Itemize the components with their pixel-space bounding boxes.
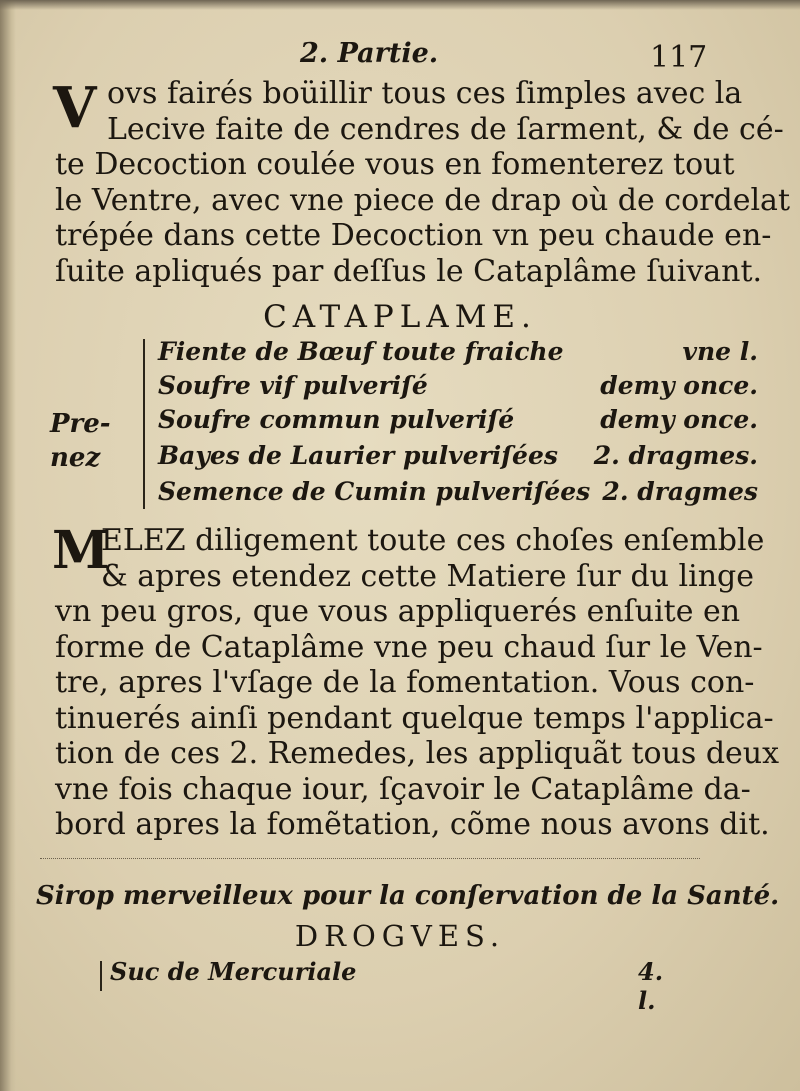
text-line: tion de ces 2. Remedes, les appliquãt tous deux <box>55 736 780 771</box>
dropcap-v: V <box>53 75 97 141</box>
page-header <box>0 38 800 78</box>
ingredient-row <box>158 405 758 439</box>
ingredient-name: Semence de Cumin pulveriſées <box>158 477 591 506</box>
bottom-ingredient-row <box>110 957 670 1015</box>
text-line: forme de Cataplâme vne peu chaud ſur le Ven- <box>55 629 763 665</box>
ingredient-qty: demy once. <box>600 371 758 400</box>
bracket-line <box>143 339 145 509</box>
paragraph-1 <box>53 75 790 289</box>
text-line: Lecive faite de cendres de ſarment, & de cé- <box>107 111 784 147</box>
text-line: le Ventre, avec vne piece de drap où de cordelat <box>55 182 790 218</box>
ingredient-qty: demy once. <box>600 405 758 434</box>
heading-cataplame: CATAPLAME. <box>263 299 537 335</box>
ingredient-name: Bayes de Laurier pulveriſées <box>158 441 558 470</box>
ingredient-row <box>158 371 758 405</box>
ingredient-qty: 2. dragmes <box>602 477 758 506</box>
dropcap-m: M <box>52 520 110 581</box>
ingredient-name: Soufre vif pulveriſé <box>158 371 428 400</box>
ingredient-row <box>158 337 758 371</box>
prenez-part: nez <box>50 443 101 473</box>
ingredient-row <box>158 441 758 475</box>
recipe-block <box>40 335 760 515</box>
prenez-label <box>50 407 111 475</box>
running-title: 2. Partie. <box>300 38 439 69</box>
text-line: & apres etendez cette Matiere ſur du linge <box>101 558 754 594</box>
text-line: vn peu gros, que vous appliquerés enſuite en <box>55 594 741 629</box>
text-line: bord apres la fomẽtation, cõme nous avons dit. <box>55 807 770 842</box>
ingredient-qty: 4. l. <box>638 957 664 1015</box>
ingredient-qty: 2. dragmes. <box>593 441 758 470</box>
text-line: te Decoction coulée vous en fomenterez tout <box>55 147 735 182</box>
heading-drogues: DROGVES. <box>294 919 506 953</box>
paragraph-2 <box>52 520 780 843</box>
text-line: ELEZ diligement toute ces choſes enſemble <box>101 523 765 558</box>
ingredient-name: Fiente de Bœuf toute fraiche <box>158 337 564 366</box>
text-line: vne fois chaque iour, ſçavoir le Cataplâme da- <box>55 771 751 807</box>
text-line: trépée dans cette Decoction vn peu chaude en- <box>55 218 772 253</box>
dotted-rule <box>40 858 700 859</box>
prenez-part: Pre- <box>50 409 111 439</box>
page-number: 117 <box>650 40 708 75</box>
text-line: tre, apres l'vſage de la fomentation. Vous con- <box>55 665 755 700</box>
page-top-edge <box>0 0 800 10</box>
ingredient-name: Suc de Mercuriale <box>110 957 357 986</box>
sirop-title: Sirop merveilleux pour la conſervation de la Santé. <box>36 881 780 911</box>
ingredient-name: Soufre commun pulveriſé <box>158 405 515 434</box>
ingredient-row <box>158 477 758 511</box>
text-line: tinuerés ainſi pendant quelque temps l'applica- <box>55 700 774 736</box>
ingredient-qty: vne l. <box>682 337 758 366</box>
text-line: ovs fairés boüillir tous ces ſimples avec la <box>107 76 743 111</box>
bracket-line <box>100 961 102 991</box>
text-line: ſuite apliqués par deſſus le Cataplâme ſuivant. <box>55 253 763 289</box>
